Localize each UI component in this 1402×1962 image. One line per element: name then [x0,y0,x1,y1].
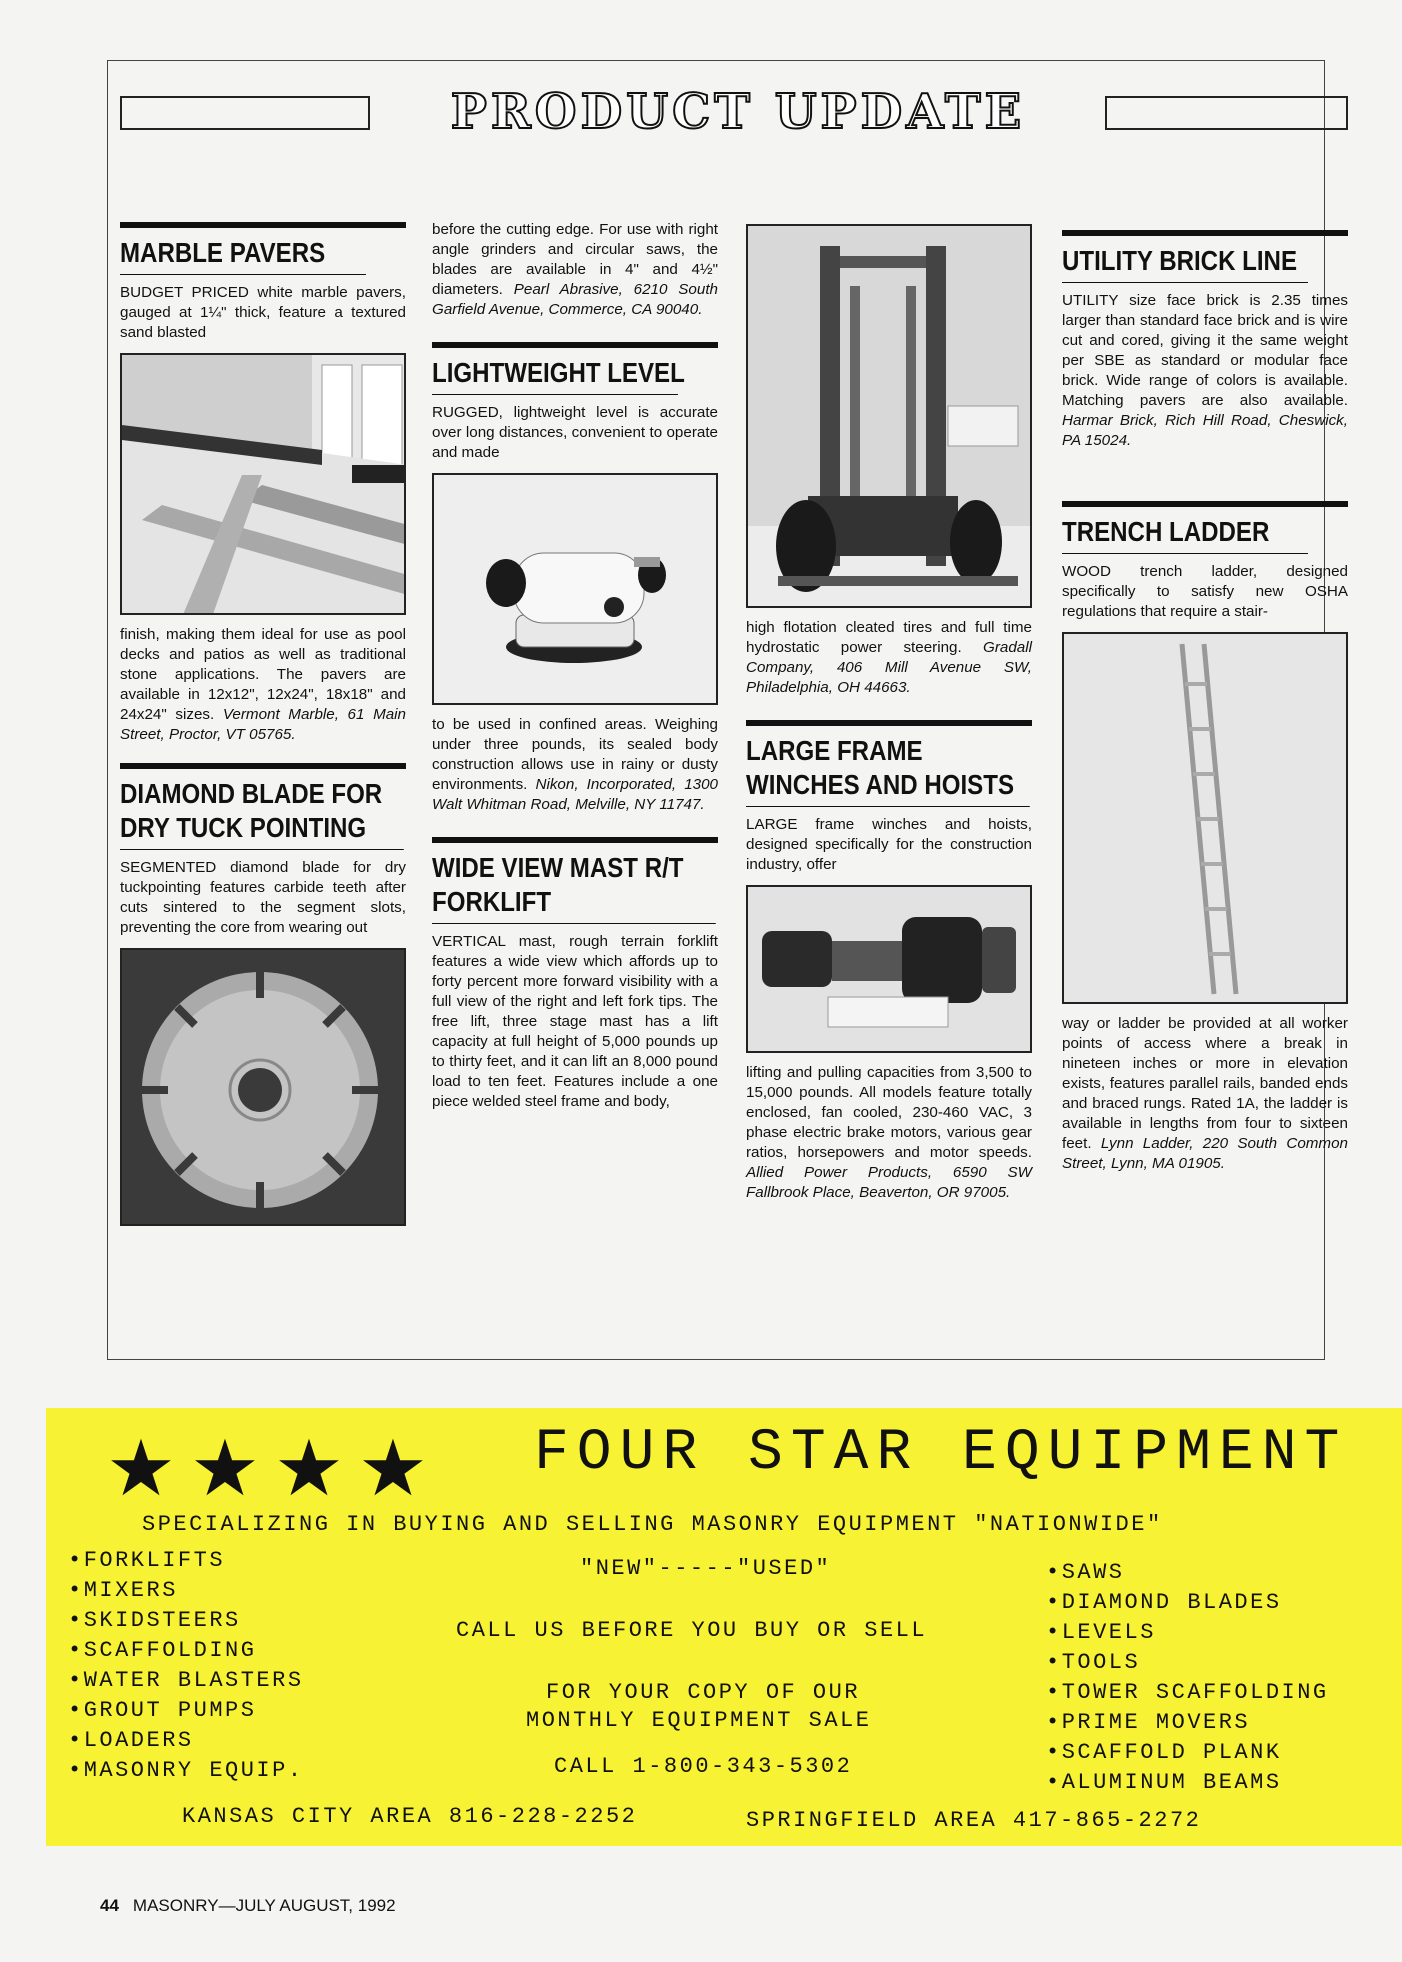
article-text: RUGGED, lightweight level is accurate over long distances, convenient to operate and made [432,404,718,461]
ladder-photo [1062,632,1348,1004]
list-item: •TOWER SCAFFOLDING [1046,1680,1329,1705]
ad-right-list [1046,1558,1329,1798]
list-item: •SCAFFOLD PLANK [1046,1740,1282,1765]
winches-text: lifting and pulling capacities from 3,500 to 15,000 pounds. All models feature totally enclosed, fan cooled, 230-460 VAC, 3 phase electric brake motors, various gear ratios, horsepowers and motor speeds. [746,1064,1032,1161]
article-text [1062,1014,1348,1174]
list-item: •DIAMOND BLADES [1046,1590,1282,1615]
list-item: •MIXERS [68,1578,178,1603]
marble-citation: Vermont Marble, 61 Main Street, Proctor, VT 05765. [120,706,406,743]
list-item: •SKIDSTEERS [68,1608,241,1633]
article-heading [432,342,718,395]
list-item: •LOADERS [68,1728,194,1753]
diamond-citation: Pearl Abrasive, 6210 South Garfield Avenue, Commerce, CA 90040. [432,281,718,318]
ad-kansas-city: KANSAS CITY AREA 816-228-2252 [182,1804,638,1829]
four-star-ad [46,1408,1402,1846]
star-icon: ★ [358,1424,428,1514]
article-text: WOOD trench ladder, designed specifically to satisfy new OSHA regulations that require a stair- [1062,563,1348,620]
masthead [120,84,1348,140]
page-footer [100,1896,396,1916]
forklift-heading: WIDE VIEW MAST R/T FORKLIFT [432,851,716,924]
winches-heading: LARGE FRAME WINCHES AND HOISTS [746,734,1030,807]
article-heading [120,763,406,850]
list-item: •PRIME MOVERS [1046,1710,1251,1735]
article-text: BUDGET PRICED white marble pavers, gauged at 1¼" thick, feature a textured sand blasted [120,284,406,341]
article-text: LARGE frame winches and hoists, designed specifically for the construction industry, offer [746,816,1032,873]
list-item: •ALUMINUM BEAMS [1046,1770,1282,1795]
ad-call-before: CALL US BEFORE YOU BUY OR SELL [456,1618,928,1643]
marble-text: finish, making them ideal for use as pool decks and patios as well as traditional stone applications. The pavers are available in 12x12", 12x24", 18x18" and 24x24" sizes. [120,626,406,723]
list-item: •MASONRY EQUIP. [68,1758,304,1783]
utility-brick-heading: UTILITY BRICK LINE [1062,244,1308,283]
masthead-right-bar [1105,96,1348,130]
article-text [432,220,718,320]
star-icon: ★ [190,1424,260,1514]
ad-springfield: SPRINGFIELD AREA 417-865-2272 [746,1808,1202,1833]
publication-info: MASONRY—JULY AUGUST, 1992 [132,1896,396,1915]
diamond-blade-photo [120,948,406,1226]
ad-tagline: SPECIALIZING IN BUYING AND SELLING MASONRY EQUIPMENT "NATIONWIDE" [142,1512,1163,1537]
forklift-photo [746,224,1032,608]
list-item: •SAWS [1046,1560,1125,1585]
column-4 [1062,230,1348,1178]
column-1 [120,222,406,1236]
list-item: •GROUT PUMPS [68,1698,257,1723]
article-text [120,625,406,745]
article-heading [120,222,406,275]
page-number: 44 [100,1896,119,1915]
article-text [746,618,1032,698]
masthead-title: PRODUCT UPDATE [450,84,1026,140]
article-heading [1062,501,1348,554]
ad-title: FOUR STAR EQUIPMENT [534,1421,1348,1486]
ad-new-used: "NEW"-----"USED" [580,1556,832,1581]
star-icon: ★ [106,1424,176,1514]
list-item: •TOOLS [1046,1650,1141,1675]
ladder-citation: Lynn Ladder, 220 South Common Street, Lynn, MA 01905. [1062,1135,1348,1172]
list-item: •LEVELS [1046,1620,1156,1645]
brick-citation: Harmar Brick, Rich Hill Road, Cheswick, PA 15024. [1062,412,1348,449]
brick-text: UTILITY size face brick is 2.35 times larger than standard face brick and is wire cut and cored, giving it the same weight per SBE as standard or modular face brick. Wide range of colors is available. Matching pavers are also available. [1062,292,1348,409]
winch-photo [746,885,1032,1053]
level-citation: Nikon, Incorporated, 1300 Walt Whitman Road, Melville, NY 11747. [432,776,718,813]
forklift-text: high flotation cleated tires and full time hydrostatic power steering. [746,619,1032,656]
article-text: VERTICAL mast, rough terrain forklift features a wide view which affords up to forty percent more forward visibility with a full view of the right and left fork tips. The free lift, three stage mast has a lift capacity at full height of 5,000 pounds up to thirty feet, and it can lift an 8,000 pound load to ten feet. Features include a one piece welded steel frame and body, [432,933,718,1110]
level-text: to be used in confined areas. Weighing under three pounds, its sealed body construction allows use in rainy or dusty environments. [432,716,718,793]
list-item: •FORKLIFTS [68,1548,226,1573]
article-text [746,1063,1032,1203]
masthead-left-bar [120,96,370,130]
ladder-text: way or ladder be provided at all worker points of access where a break in nineteen inches or more in elevation exists, features parallel rails, banded ends and braced rungs. Rated 1A, the ladder is available in lengths from four to sixteen feet. [1062,1015,1348,1152]
ad-left-list [68,1546,304,1786]
level-photo [432,473,718,705]
ad-copy-line2: MONTHLY EQUIPMENT SALE [526,1708,872,1733]
ad-copy-line1: FOR YOUR COPY OF OUR [546,1680,861,1705]
diamond-blade-heading: DIAMOND BLADE FOR DRY TUCK POINTING [120,777,404,850]
article-heading [432,837,718,924]
list-item: •WATER BLASTERS [68,1668,304,1693]
marble-pavers-heading: MARBLE PAVERS [120,236,366,275]
article-heading [746,720,1032,807]
article-text [432,715,718,815]
marble-pavers-photo [120,353,406,615]
list-item: •SCAFFOLDING [68,1638,257,1663]
article-heading [1062,230,1348,283]
article-text: SEGMENTED diamond blade for dry tuckpointing features carbide teeth after cuts sintered to the segment slots, preventing the core from wearing out [120,859,406,936]
winches-citation: Allied Power Products, 6590 SW Fallbrook Place, Beaverton, OR 97005. [746,1164,1032,1201]
diamond-text: before the cutting edge. For use with right angle grinders and circular saws, the blades are available in 4" and 4½" diameters. [432,221,718,298]
lightweight-level-heading: LIGHTWEIGHT LEVEL [432,356,678,395]
article-text [1062,291,1348,451]
column-2 [432,220,718,1116]
forklift-citation: Gradall Company, 406 Mill Avenue SW, Philadelphia, OH 44663. [746,639,1032,696]
star-icon: ★ [274,1424,344,1514]
trench-ladder-heading: TRENCH LADDER [1062,515,1308,554]
ad-phone: CALL 1-800-343-5302 [554,1754,853,1779]
column-3 [746,224,1032,1207]
